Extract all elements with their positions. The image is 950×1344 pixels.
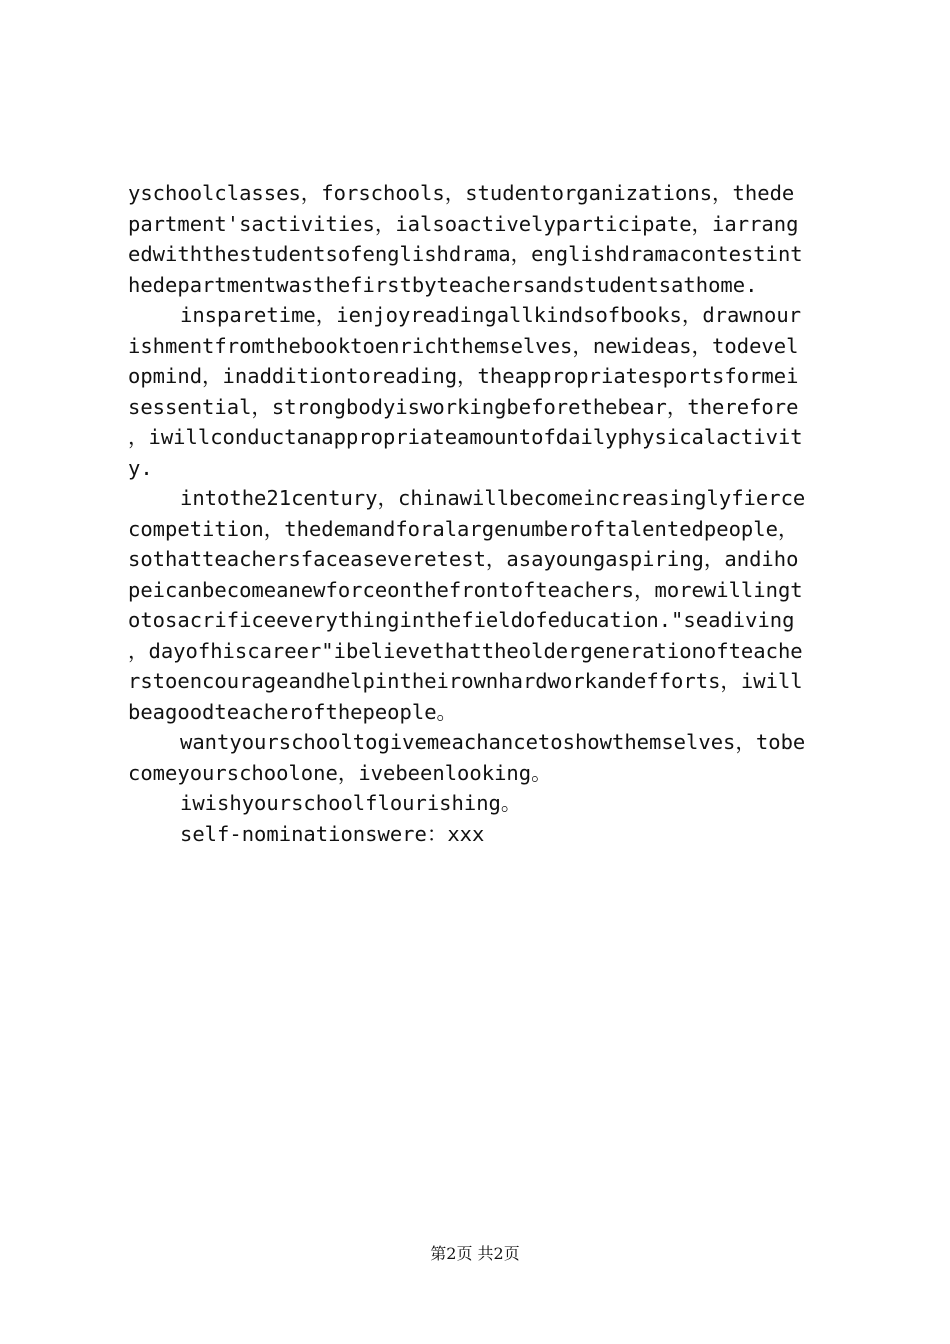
text-line: wantyourschooltogivemeachancetoshowthemselves，tobe: [180, 730, 806, 754]
text-line: yschoolclasses，forschools，studentorganizations，thede: [128, 181, 795, 205]
text-line: competition，thedemandforalargenumberoftalentedpeople，: [128, 516, 799, 541]
paragraph: [128, 788, 834, 819]
document-body: [128, 178, 834, 849]
paragraph: [128, 178, 834, 300]
text-line: insparetime，ienjoyreadingallkindsofbooks，drawnour: [180, 303, 802, 327]
paragraph: [128, 819, 834, 850]
text-line: intothe21century，chinawillbecomeincreasinglyfierce: [180, 486, 806, 510]
text-line: comeyourschoolone，ivebeenlooking。: [128, 760, 552, 785]
text-line: ishmentfromthebooktoenrichthemselves，newideas，todevel: [128, 333, 799, 358]
paragraph: [128, 727, 834, 788]
text-line: opmind，inadditiontoreading，theappropriatesportsformei: [128, 364, 799, 388]
text-line: sothatteachersfaceaseveretest，asayoungaspiring，andiho: [128, 547, 799, 571]
text-line: beagoodteacherofthepeople。: [128, 699, 458, 724]
text-line: ，iwillconductanappropriateamountofdailyphysicalactivit: [128, 425, 803, 449]
text-line: rstoencourageandhelpintheirownhardworkandefforts，iwill: [128, 669, 803, 693]
text-line: sessential，strongbodyisworkingbeforethebear，therefore: [128, 394, 799, 419]
text-line: y.: [128, 455, 153, 480]
text-line: peicanbecomeanewforceonthefrontofteachers，morewillingt: [128, 577, 803, 602]
text-line: edwiththestudentsofenglishdrama，englishdramacontestint: [128, 242, 803, 266]
page-footer: 第2页 共2页: [430, 1244, 520, 1263]
paragraph: [128, 300, 834, 483]
paragraph: [128, 483, 834, 727]
text-line: iwishyourschoolflourishing。: [180, 791, 522, 815]
text-line: ，dayofhiscareer"ibelievethattheoldergenerationofteache: [128, 638, 803, 663]
text-line: self-nominationswere：xxx: [180, 821, 485, 846]
text-line: otosacrificeeverythinginthefieldofeducation."seadiving: [128, 608, 795, 632]
text-line: partment'sactivities，ialsoactivelyparticipate，iarrang: [128, 211, 799, 236]
text-line: hedepartmentwasthefirstbyteachersandstudentsathome.: [128, 272, 758, 297]
